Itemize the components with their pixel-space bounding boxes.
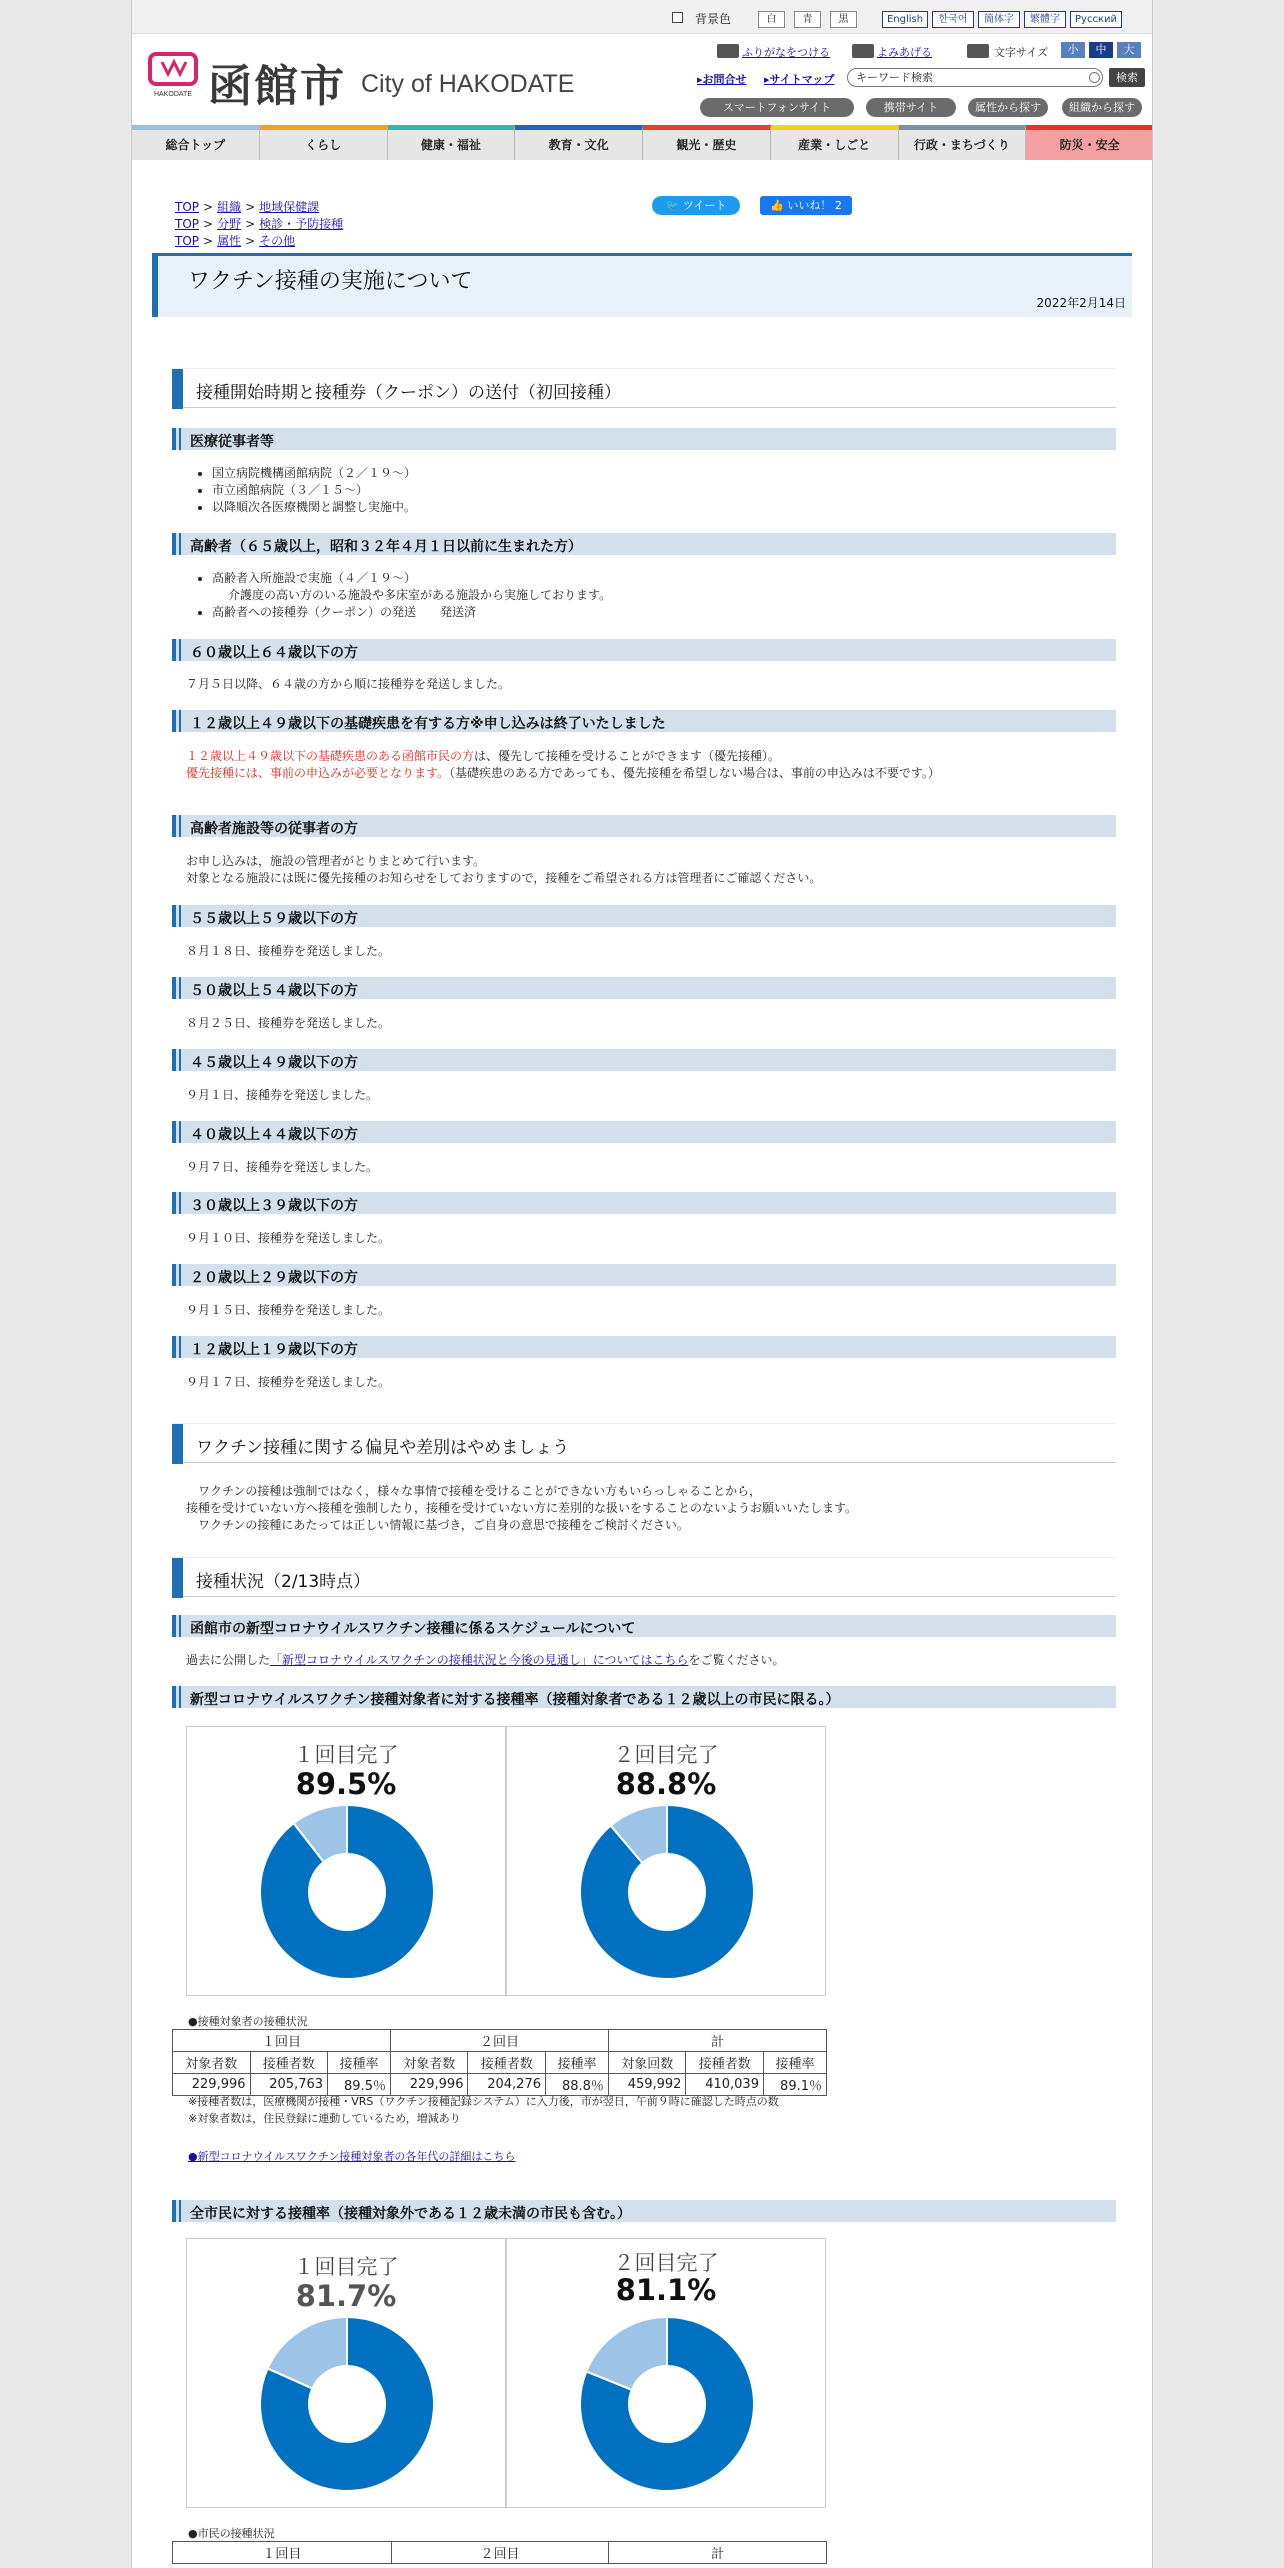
table-cell: 89.1％ xyxy=(763,2074,826,2096)
paragraph: ９月１日、接種券を発送しました。 xyxy=(186,1088,379,1102)
paragraph: 接種を受けていない方へ接種を強制したり，接種を受けていない方に差別的な扱いをすることのないようお願いいたします。 xyxy=(186,1501,858,1515)
fontsize-medium-button[interactable]: 中 xyxy=(1089,42,1113,58)
search-input[interactable]: キーワード検索 xyxy=(847,68,1103,87)
table-group-header: 計 xyxy=(608,2030,826,2052)
nav-industry[interactable]: 産業・しごと xyxy=(771,125,899,160)
table-cell: 229,996 xyxy=(390,2074,468,2096)
paragraph: ７月５日以降、６４歳の方から順に接種券を発送しました。 xyxy=(186,677,511,691)
breadcrumb-other[interactable]: その他 xyxy=(259,234,296,248)
subheading: 医療従事者等 xyxy=(172,428,1116,450)
breadcrumb: TOP > 分野 > 検診・予防接種 xyxy=(175,217,344,231)
readaloud-link[interactable]: よみあげる xyxy=(877,46,932,59)
table-header: 対象者数 xyxy=(390,2052,468,2074)
donut-svg xyxy=(187,2239,507,2509)
table-group-header: １回目 xyxy=(173,2030,391,2052)
page-title: ワクチン接種の実施について xyxy=(188,269,473,294)
site-logo-en[interactable]: City of HAKODATE xyxy=(361,70,575,98)
bg-black-button[interactable]: 黒 xyxy=(830,11,857,28)
speaker-icon xyxy=(852,44,874,58)
footnote: ※接種者数は，医療機関が接種・VRS（ワクチン接種記録システム）に入力後，市が翌日，午前９時に確認した時点の数 xyxy=(188,2095,779,2108)
breadcrumb-top[interactable]: TOP xyxy=(175,234,200,248)
subheading: ５０歳以上５４歳以下の方 xyxy=(172,977,1116,999)
list-item: • 高齢者入所施設で実施（４／１９～） xyxy=(212,570,611,587)
table-cell: 204,276 xyxy=(468,2074,546,2096)
paragraph: １２歳以上４９歳以下の基礎疾患のある函館市民の方は、優先して接種を受けることができます（優先接種）。 xyxy=(186,749,781,763)
publish-date: 2022年2月14日 xyxy=(1036,296,1126,310)
paragraph: ワクチンの接種にあたっては正しい情報に基づき，ご自身の意思で接種をご検討ください。 xyxy=(198,1518,689,1532)
table-header: 接種率 xyxy=(763,2052,826,2074)
table-cell: 89.5％ xyxy=(328,2074,391,2096)
donut-svg xyxy=(507,2239,827,2509)
donut-svg xyxy=(507,1727,827,1997)
breadcrumb: TOP > 組織 > 地域保健課 xyxy=(175,200,320,214)
subheading: ５５歳以上５９歳以下の方 xyxy=(172,905,1116,927)
chart-title: ２回目完了 xyxy=(613,1743,719,1767)
table-header: 接種率 xyxy=(328,2052,391,2074)
paragraph: ９月７日、接種券を発送しました。 xyxy=(186,1160,379,1174)
subheading: 高齢者（６５歳以上，昭和３２年４月１日以前に生まれた方） xyxy=(172,533,1116,555)
list-item: • 国立病院機構函館病院（２／１９～） xyxy=(212,465,416,482)
table-header: 接種者数 xyxy=(250,2052,328,2074)
search-icon xyxy=(1089,72,1100,83)
fontsize-label: 文字サイズ xyxy=(994,46,1049,59)
list-item: • 高齢者への接種券（クーポン）の発送 発送済 xyxy=(212,604,611,621)
lang-simplified-chinese[interactable]: 簡体字 xyxy=(978,11,1020,28)
table-header: 接種者数 xyxy=(468,2052,546,2074)
nav-education[interactable]: 教育・文化 xyxy=(515,125,643,160)
page xyxy=(131,0,1153,2568)
contact-link[interactable]: ▸お問合せ xyxy=(697,73,747,86)
subheading: 新型コロナウイルスワクチン接種対象者に対する接種率（接種対象者である１２歳以上の市民に限る。） xyxy=(172,1686,1116,1708)
paragraph: ９月１７日、接種券を発送しました。 xyxy=(186,1375,391,1389)
subheading: ２０歳以上２９歳以下の方 xyxy=(172,1264,1116,1286)
paragraph: お申し込みは，施設の管理者がとりまとめて行います。 xyxy=(186,854,486,868)
list-item: • 市立函館病院（３／１５～） xyxy=(212,482,416,499)
table-row xyxy=(173,2052,827,2074)
paragraph: ９月１５日、接種券を発送しました。 xyxy=(186,1303,391,1317)
lang-korean[interactable]: 한국어 xyxy=(932,11,974,28)
lang-russian[interactable]: Русский xyxy=(1070,11,1122,28)
medical-list xyxy=(212,465,416,516)
subheading: ４５歳以上４９歳以下の方 xyxy=(172,1049,1116,1071)
paragraph: ８月２５日、接種券を発送しました。 xyxy=(186,1016,391,1030)
chart-percent: 81.1% xyxy=(615,2273,717,2307)
chart-title: ２回目完了 xyxy=(613,2251,719,2275)
global-nav xyxy=(132,125,1153,160)
chart-percent: 89.5% xyxy=(295,1767,397,1801)
nav-living[interactable]: くらし xyxy=(260,125,388,160)
paragraph: 過去に公開した「新型コロナウイルスワクチンの接種状況と今後の見通し」についてはこちらをご覧ください。 xyxy=(186,1653,785,1667)
paragraph: 優先接種には、事前の申込みが必要となります。（基礎疾患のある方であっても、優先接種を希望しない場合は、事前の申込みは不要です。） xyxy=(186,766,940,780)
nav-tourism[interactable]: 観光・歴史 xyxy=(643,125,771,160)
section-heading: 接種状況（2/13時点） xyxy=(172,1557,1116,1597)
table-group-header: ２回目 xyxy=(390,2030,608,2052)
list-item: • 以降順次各医療機関と調整し実施中。 xyxy=(212,499,416,516)
footnote: ※対象者数は，住民登録に連動しているため，増減あり xyxy=(188,2112,461,2125)
nav-top[interactable]: 総合トップ xyxy=(132,125,260,160)
chart-percent: 88.8% xyxy=(615,1767,717,1801)
lang-english[interactable]: English xyxy=(882,11,928,28)
table-row xyxy=(173,2030,827,2052)
table-cell: 205,763 xyxy=(250,2074,328,2096)
breadcrumb-vaccination[interactable]: 検診・予防接種 xyxy=(259,217,344,231)
breadcrumb-field[interactable]: 分野 xyxy=(217,217,242,231)
subheading: 函館市の新型コロナウイルスワクチン接種に係るスケジュールについて xyxy=(172,1615,1116,1637)
subheading: ３０歳以上３９歳以下の方 xyxy=(172,1192,1116,1214)
table-row xyxy=(173,2542,827,2564)
utility-bar xyxy=(132,0,1152,34)
paragraph: 対象となる施設には既に優先接種のお知らせをしておりますので，接種をご希望される方は管理者にご確認ください。 xyxy=(186,871,822,885)
schedule-link[interactable]: 「新型コロナウイルスワクチンの接種状況と今後の見通し」についてはこちら xyxy=(270,1653,689,1667)
svg-text:HAKODATE: HAKODATE xyxy=(154,91,192,98)
donut-chart-dose1 xyxy=(186,1726,506,1996)
fontsize-small-button[interactable]: 小 xyxy=(1061,42,1085,58)
breadcrumb-dept[interactable]: 地域保健課 xyxy=(259,200,320,214)
subheading: ４０歳以上４４歳以下の方 xyxy=(172,1121,1116,1143)
bg-blue-button[interactable]: 青 xyxy=(794,11,821,28)
site-logo-ja[interactable]: 函館市 xyxy=(208,61,346,112)
list-item: 介護度の高い方のいる施設や多床室がある施設から実施しております。 xyxy=(228,588,612,602)
nav-disaster[interactable]: 防災・安全 xyxy=(1026,125,1153,160)
bg-white-button[interactable]: 白 xyxy=(758,11,785,28)
table-header: 接種率 xyxy=(546,2052,609,2074)
bg-color-label: 背景色 xyxy=(695,12,732,26)
lang-traditional-chinese[interactable]: 繁體字 xyxy=(1024,11,1066,28)
paragraph: ワクチンの接種は強制ではなく，様々な事情で接種を受けることができない方もいらっしゃることから， xyxy=(198,1484,762,1498)
chart-title: １回目完了 xyxy=(293,2255,399,2279)
table-group-header: １回目 xyxy=(173,2542,392,2564)
table-cell: 459,992 xyxy=(608,2074,686,2096)
donut-chart-all-dose1 xyxy=(186,2238,506,2508)
table-caption: ●市民の接種状況 xyxy=(188,2527,275,2540)
breadcrumb-org[interactable]: 組織 xyxy=(217,200,242,214)
section-heading: ワクチン接種に関する偏見や差別はやめましょう xyxy=(172,1423,1116,1463)
table-cell: 88.8％ xyxy=(546,2074,609,2096)
table-group-header: ２回目 xyxy=(391,2542,609,2564)
search-by-org-button[interactable]: 組織から探す xyxy=(1062,98,1142,117)
subheading: １２歳以上４９歳以下の基礎疾患を有する方※申し込みは終了いたしました xyxy=(172,710,1116,732)
vaccination-table xyxy=(172,2029,827,2096)
detail-link[interactable]: ●新型コロナウイルスワクチン接種対象者の各年代の詳細はこちら xyxy=(188,2150,516,2163)
mobile-site-button[interactable]: 携帯サイト xyxy=(866,98,956,117)
background-icon xyxy=(672,12,683,23)
breadcrumb-top[interactable]: TOP xyxy=(175,217,200,231)
breadcrumb-attribute[interactable]: 属性 xyxy=(217,234,242,248)
subheading: ６０歳以上６４歳以下の方 xyxy=(172,639,1116,661)
subheading: 全市民に対する接種率（接種対象外である１２歳未満の市民も含む。） xyxy=(172,2200,1116,2222)
donut-chart-all-dose2 xyxy=(506,2238,826,2508)
breadcrumb-top[interactable]: TOP xyxy=(175,200,200,214)
subheading: １２歳以上１９歳以下の方 xyxy=(172,1336,1116,1358)
table-group-header: 計 xyxy=(609,2542,827,2564)
paragraph: ８月１８日、接種券を発送しました。 xyxy=(186,944,391,958)
citizen-table xyxy=(172,2541,827,2564)
elderly-list xyxy=(212,570,611,621)
donut-chart-dose2 xyxy=(506,1726,826,1996)
section-heading: 接種開始時期と接種券（クーポン）の送付（初回接種） xyxy=(172,368,1116,408)
city-emblem-icon xyxy=(146,48,200,100)
furigana-link[interactable]: ふりがなをつける xyxy=(742,46,830,59)
table-cell: 410,039 xyxy=(686,2074,764,2096)
like-button[interactable]: 👍 いいね！ 2 xyxy=(760,196,852,215)
breadcrumb: TOP > 属性 > その他 xyxy=(175,234,296,248)
furigana-icon xyxy=(717,44,739,58)
search-button[interactable]: 検索 xyxy=(1109,68,1145,87)
fontsize-icon xyxy=(967,44,989,58)
smartphone-site-button[interactable]: スマートフォンサイト xyxy=(700,98,854,117)
sitemap-link[interactable]: ▸サイトマップ xyxy=(764,73,835,86)
chart-percent: 81.7% xyxy=(295,2279,397,2313)
table-cell: 229,996 xyxy=(173,2074,251,2096)
fontsize-large-button[interactable]: 大 xyxy=(1117,42,1141,58)
table-header: 接種者数 xyxy=(686,2052,764,2074)
donut-svg xyxy=(187,1727,507,1997)
table-caption: ●接種対象者の接種状況 xyxy=(188,2015,308,2028)
page-title-box xyxy=(152,253,1132,317)
nav-health[interactable]: 健康・福祉 xyxy=(388,125,516,160)
tweet-button[interactable]: 🐦 ツイート xyxy=(652,196,740,215)
chart-title: １回目完了 xyxy=(293,1743,399,1767)
subheading: 高齢者施設等の従事者の方 xyxy=(172,815,1116,837)
table-header: 対象回数 xyxy=(608,2052,686,2074)
paragraph: ９月１０日、接種券を発送しました。 xyxy=(186,1231,391,1245)
table-header: 対象者数 xyxy=(173,2052,251,2074)
nav-administration[interactable]: 行政・まちづくり xyxy=(899,125,1027,160)
search-by-attribute-button[interactable]: 属性から探す xyxy=(968,98,1048,117)
